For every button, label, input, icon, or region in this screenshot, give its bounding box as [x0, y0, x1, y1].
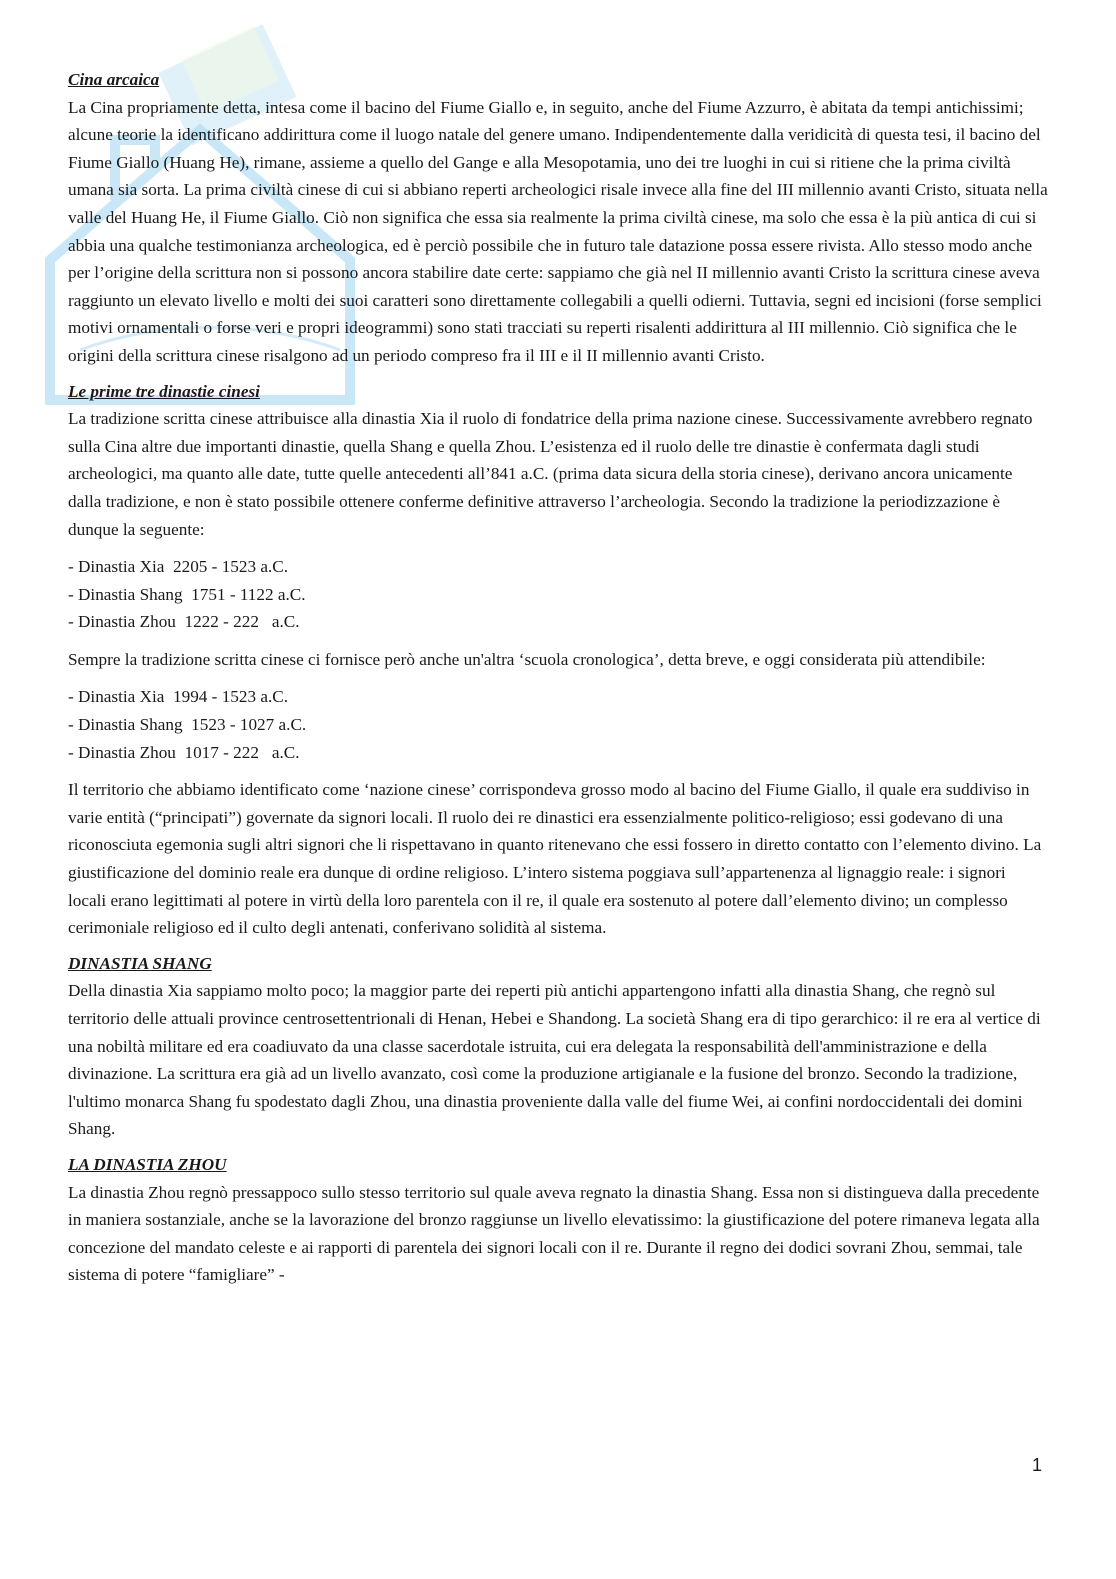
list-item: - Dinastia Shang 1523 - 1027 a.C. — [68, 715, 307, 735]
section-cina-arcaica — [68, 66, 1048, 370]
dynasty-list-short — [68, 683, 1048, 766]
paragraph: La tradizione scritta cinese attribuisce alla dinastia Xia il ruolo di fondatrice della prima nazione cinese. Successivamente avrebbero regnato sulla Cina altre due importanti dinastie, quella Shang e quella Zhou. L’esistenza ed il ruolo delle tre dinastie è confermata dagli studi archeologici, ma quanto alle date, tutte quelle antecedenti all’841 a.C. (prima data sicura della storia cinese), derivano ancora unicamente dalla tradizione, e non è stato possibile ottenere conferme definitive attraverso l’archeologia. Secondo la tradizione la periodizzazione è dunque la seguente: — [68, 409, 1033, 539]
document-body — [68, 66, 1048, 1297]
section-prime-tre-dinastie — [68, 378, 1048, 942]
paragraph: Della dinastia Xia sappiamo molto poco; la maggior parte dei reperti più antichi appartengono infatti alla dinastia Shang, che regnò sul territorio delle attuali province centrosettentrionali di Henan, Hebei e Shandong. La società Shang era di tipo gerarchico: il re era al vertice di una nobiltà militare ed era coadiuvato da una classe sacerdotale istruita, cui era delegata la responsabilità dell'amministrazione e della divinazione. La scrittura era già ad un livello avanzato, così come la produzione artigianale e la fusione del bronzo. Secondo la tradizione, l'ultimo monarca Shang fu spodestato dagli Zhou, una dinastia proveniente dalla valle del fiume Wei, ai confini nordoccidentali dei domini Shang. — [68, 981, 1041, 1139]
section-dinastia-zhou — [68, 1151, 1048, 1289]
list-item: - Dinastia Zhou 1017 - 222 a.C. — [68, 742, 300, 762]
heading-cina-arcaica: Cina arcaica — [68, 70, 160, 89]
list-item: - Dinastia Xia 1994 - 1523 a.C. — [68, 687, 289, 707]
list-item: - Dinastia Shang 1751 - 1122 a.C. — [68, 584, 306, 604]
dynasty-list-long — [68, 553, 1048, 636]
paragraph: La dinastia Zhou regnò pressappoco sullo stesso territorio sul quale aveva regnato la dinastia Shang. Essa non si distingueva dalla precedente in maniera sostanziale, anche se la lavorazione del bronzo raggiunse un livello elevatissimo: la giustificazione del potere rimaneva legata alla concezione del mandato celeste e ai rapporti di parentela dei signori locali con il re. Durante il regno dei dodici sovrani Zhou, semmai, tale sistema di potere “famigliare” - — [68, 1182, 1040, 1285]
section-dinastia-shang — [68, 950, 1048, 1143]
heading-dinastia-zhou: LA DINASTIA ZHOU — [68, 1154, 227, 1174]
page-number: 1 — [1031, 1455, 1042, 1475]
paragraph: Il territorio che abbiamo identificato come ‘nazione cinese’ corrispondeva grosso modo al bacino del Fiume Giallo, il quale era suddiviso in varie entità (“principati”) governate da signori locali. Il ruolo dei re dinastici era essenzialmente politico-religioso; essi godevano di una riconosciuta egemonia sugli altri signori che li rispettavano in quanto ritenevano che essi fossero in diretto contatto con l’elemento divino. La giustificazione del dominio reale era dunque di ordine religioso. L’intero sistema poggiava sull’appartenenza al lignaggio reale: i signori locali erano legittimati al potere in virtù della loro parentela con il re, il quale era sostenuto al potere dall’elemento divino; un complesso cerimoniale religioso ed il culto degli antenati, conferivano solidità al sistema. — [68, 780, 1042, 938]
paragraph: Sempre la tradizione scritta cinese ci fornisce però anche un'altra ‘scuola cronologica’, detta breve, e oggi considerata più attendibile: — [68, 649, 986, 669]
list-item: - Dinastia Xia 2205 - 1523 a.C. — [68, 557, 289, 577]
list-item: - Dinastia Zhou 1222 - 222 a.C. — [68, 612, 300, 632]
heading-prime-tre-dinastie: Le prime tre dinastie cinesi — [68, 381, 260, 401]
heading-dinastia-shang: DINASTIA SHANG — [68, 953, 212, 973]
paragraph: La Cina propriamente detta, intesa come il bacino del Fiume Giallo e, in seguito, anche del Fiume Azzurro, è abitata da tempi antichissimi; alcune teorie la identificano addirittura come il luogo natale del genere umano. Indipendentemente dalla veridicità di questa tesi, il bacino del Fiume Giallo (Huang He), rimane, assieme a quello del Gange e alla Mesopotamia, uno dei tre luoghi in cui si ritiene che la prima civiltà umana sia sorta. La prima civiltà cinese di cui si abbiano reperti archeologici risale invece alla fine del III millennio avanti Cristo, situata nella valle del Huang He, il Fiume Giallo. Ciò non significa che essa sia realmente la prima civiltà cinese, ma solo che essa è la più antica di cui si abbia una qualche testimonianza archeologica, ed è perciò possibile che in futuro tale datazione possa essere rivista. Allo stesso modo anche per l’origine della scrittura non si possono ancora stabilire date certe: sappiamo che già nel II millennio avanti Cristo la scrittura cinese aveva raggiunto un elevato livello e molti dei suoi caratteri sono direttamente collegabili a quelli odierni. Tuttavia, segni ed incisioni (forse semplici motivi ornamentali o forse veri e propri ideogrammi) sono stati tracciati su reperti risalenti addirittura al III millennio. Ciò significa che le origini della scrittura cinese risalgono ad un periodo compreso fra il III e il II millennio avanti Cristo. — [68, 97, 1048, 365]
